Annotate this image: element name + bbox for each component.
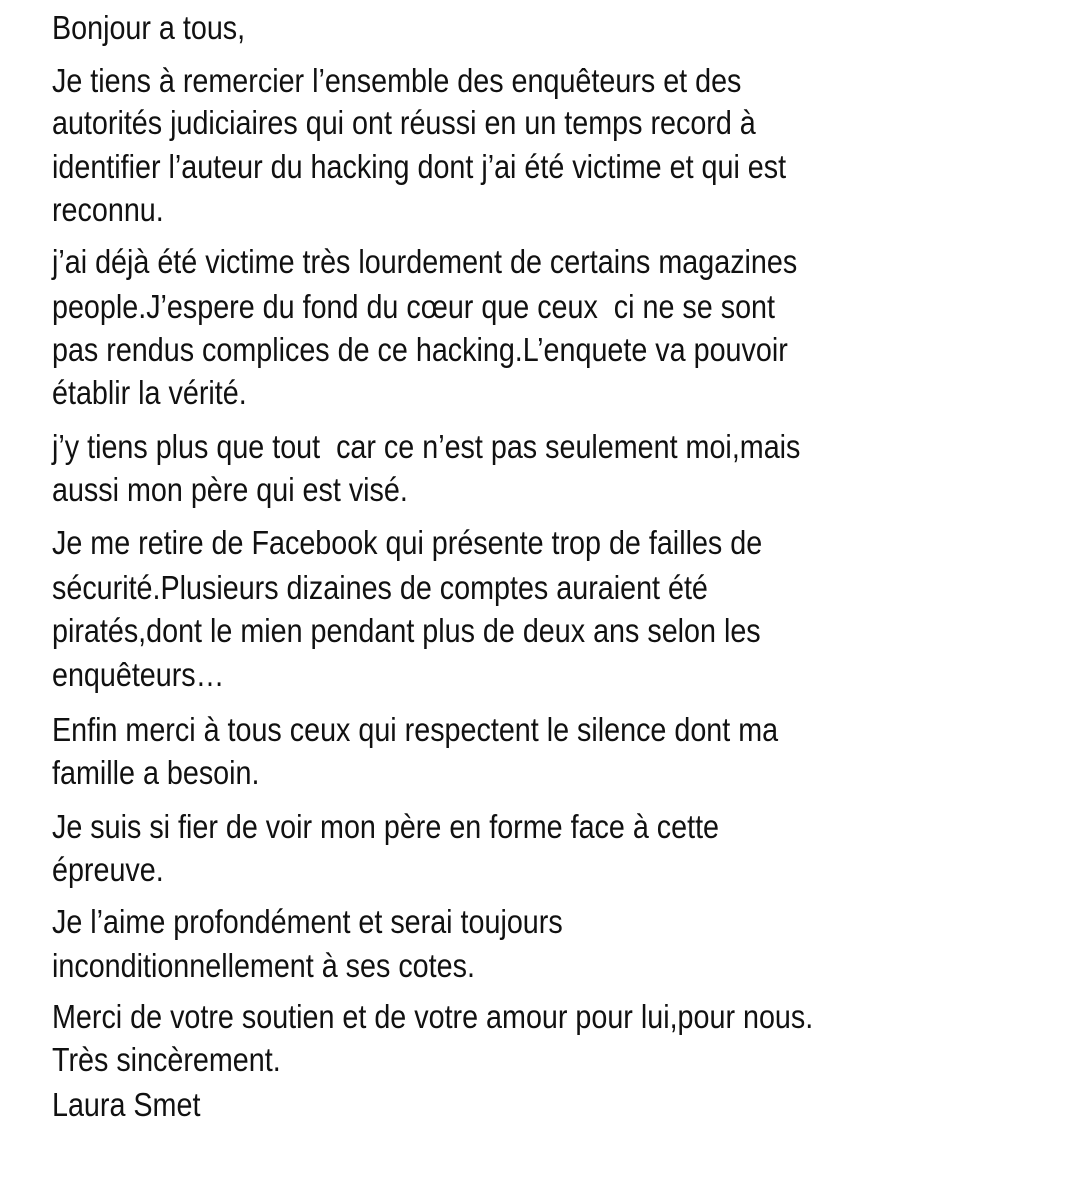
letter-line: famille a besoin. <box>52 754 260 791</box>
letter-line: Bonjour a tous, <box>52 9 246 46</box>
letter-line: people.J’espere du fond du cœur que ceux ci ne se sont <box>52 288 775 325</box>
letter-line: reconnu. <box>52 191 164 228</box>
letter-line: autorités judiciaires qui ont réussi en un temps record à <box>52 104 756 141</box>
letter-line: sécurité.Plusieurs dizaines de comptes auraient été <box>52 569 708 606</box>
letter-line: épreuve. <box>52 851 164 888</box>
letter-line: pas rendus complices de ce hacking.L’enquete va pouvoir <box>52 331 788 368</box>
letter-line: j’y tiens plus que tout car ce n’est pas seulement moi,mais <box>52 428 801 465</box>
letter-line: identifier l’auteur du hacking dont j’ai été victime et qui est <box>52 148 787 185</box>
letter-line: piratés,dont le mien pendant plus de deux ans selon les <box>52 612 761 649</box>
letter-line: Merci de votre soutien et de votre amour pour lui,pour nous. <box>52 998 814 1035</box>
letter-line: Je me retire de Facebook qui présente trop de failles de <box>52 524 763 561</box>
letter-line: Enfin merci à tous ceux qui respectent le silence dont ma <box>52 711 779 748</box>
letter-line: enquêteurs… <box>52 656 225 693</box>
letter-line: établir la vérité. <box>52 374 247 411</box>
letter-line: inconditionnellement à ses cotes. <box>52 947 475 984</box>
letter-line: aussi mon père qui est visé. <box>52 471 408 508</box>
letter-line: j’ai déjà été victime très lourdement de certains magazines <box>52 243 798 280</box>
letter-line: Laura Smet <box>52 1086 201 1123</box>
letter-line: Je l’aime profondément et serai toujours <box>52 903 563 940</box>
letter-line: Je tiens à remercier l’ensemble des enquêteurs et des <box>52 62 742 99</box>
letter-line: Très sincèrement. <box>52 1041 281 1078</box>
letter-line: Je suis si fier de voir mon père en forme face à cette <box>52 808 720 845</box>
